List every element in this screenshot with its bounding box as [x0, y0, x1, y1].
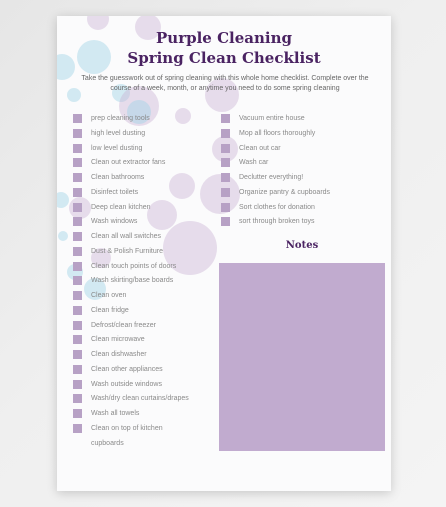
checklist-item-label: Clean out car [239, 144, 281, 152]
checklist-item-label: Wash outside windows [91, 380, 162, 388]
checkbox[interactable] [221, 188, 230, 197]
checkbox[interactable] [221, 158, 230, 167]
checkbox[interactable] [73, 350, 82, 359]
checklist-item-label: cupboards [91, 439, 124, 447]
checklist-item-label: Deep clean kitchen [91, 203, 151, 211]
checklist-item[interactable] [73, 113, 223, 128]
checklist-item[interactable] [73, 202, 223, 217]
checkbox[interactable] [73, 158, 82, 167]
checkbox[interactable] [73, 365, 82, 374]
checkbox[interactable] [221, 144, 230, 153]
checklist-item-label: Wash windows [91, 218, 138, 226]
checklist-item-label: Organize pantry & cupboards [239, 188, 331, 196]
checklist-item[interactable] [73, 143, 223, 158]
checklist-item-label: Clean other appliances [91, 365, 163, 373]
checklist-item-label: prep cleaning tools [91, 115, 150, 122]
checkbox[interactable] [73, 291, 82, 300]
checkbox[interactable] [73, 394, 82, 403]
checklist-item-label: Vacuum entire house [239, 115, 305, 122]
checklist-item-label: Disinfect toilets [91, 188, 139, 196]
checkbox[interactable] [221, 217, 230, 226]
checklist-item[interactable] [73, 128, 223, 143]
right-checklist [221, 113, 381, 231]
checkbox[interactable] [73, 409, 82, 418]
checklist-item-label: Wash car [239, 159, 269, 167]
checklist-item[interactable] [221, 128, 381, 143]
checklist-item[interactable] [73, 320, 223, 335]
checklist-item[interactable] [73, 290, 223, 305]
checklist-item-label: Declutter everything! [239, 174, 304, 181]
page-title: Purple Cleaning [156, 29, 292, 47]
checklist-item[interactable] [73, 216, 223, 231]
checklist-item-label: Wash/dry clean curtains/drapes [91, 395, 189, 403]
checklist-item-label: high level dusting [91, 129, 146, 137]
checklist-item[interactable] [73, 231, 223, 246]
checklist-item[interactable] [73, 334, 223, 349]
checklist-item-label: Clean microwave [91, 336, 145, 344]
checklist-item[interactable] [73, 275, 223, 290]
checkbox[interactable] [73, 335, 82, 344]
left-checklist [73, 113, 223, 452]
checkbox[interactable] [73, 188, 82, 197]
checklist-item[interactable] [73, 187, 223, 202]
checklist-item-label: Wash skirting/base boards [91, 277, 174, 285]
checkbox[interactable] [73, 203, 82, 212]
checklist-page [57, 16, 391, 491]
checklist-item[interactable] [221, 202, 381, 217]
checkbox[interactable] [221, 173, 230, 182]
checkbox[interactable] [73, 144, 82, 153]
checklist-item-label: Dust & Polish Furniture [91, 247, 163, 255]
checklist-item[interactable] [73, 261, 223, 276]
checkbox[interactable] [73, 262, 82, 271]
checklist-item[interactable] [73, 349, 223, 364]
checklist-item[interactable] [221, 187, 381, 202]
checklist-item[interactable] [73, 305, 223, 320]
checklist-item[interactable] [221, 113, 381, 128]
decorative-bubble [58, 231, 68, 241]
checklist-item-label: Clean bathrooms [91, 174, 145, 181]
checklist-item-label: Clean fridge [91, 306, 129, 314]
notes-title: Notes [285, 240, 319, 251]
checkbox[interactable] [221, 129, 230, 138]
checklist-item-label: Clean on top of kitchen [91, 424, 163, 432]
checklist-item-label: low level dusting [91, 144, 143, 152]
checklist-item-label: Sort clothes for donation [239, 203, 315, 211]
decorative-bubble [87, 16, 109, 30]
checklist-item-label: Wash all towels [91, 410, 140, 417]
checklist-item-label: Clean out extractor fans [91, 159, 166, 167]
intro-text: Take the guesswork out of spring cleaning with this whole home checklist. Complete over the course of a week, month, or anytime you need to do some spring cleaning [81, 75, 369, 92]
checklist-item[interactable] [73, 423, 223, 438]
decorative-bubble [57, 192, 69, 208]
checkbox[interactable] [73, 380, 82, 389]
checkbox[interactable] [73, 321, 82, 330]
checklist-item[interactable] [221, 172, 381, 187]
checkbox[interactable] [73, 276, 82, 285]
checklist-item[interactable] [221, 157, 381, 172]
notes-box[interactable] [219, 263, 385, 451]
checklist-item-label: Mop all floors thoroughly [239, 129, 316, 137]
checklist-item[interactable] [73, 393, 223, 408]
checklist-item[interactable] [73, 157, 223, 172]
checklist-item[interactable] [73, 364, 223, 379]
checkbox[interactable] [73, 232, 82, 241]
checklist-item[interactable] [73, 246, 223, 261]
checkbox[interactable] [73, 173, 82, 182]
checkbox[interactable] [73, 217, 82, 226]
checkbox[interactable] [221, 203, 230, 212]
checklist-item[interactable] [73, 438, 223, 453]
checklist-item-label: Clean dishwasher [91, 351, 147, 358]
checkbox[interactable] [73, 129, 82, 138]
checklist-item-label: Defrost/clean freezer [91, 321, 156, 329]
page-subtitle-title: Spring Clean Checklist [127, 49, 321, 67]
checkbox[interactable] [221, 114, 230, 123]
checklist-item-label: Clean oven [91, 292, 127, 299]
checklist-item-label: sort through broken toys [239, 218, 315, 226]
checklist-item[interactable] [221, 143, 381, 158]
checkbox[interactable] [73, 114, 82, 123]
checklist-item[interactable] [221, 216, 381, 231]
checklist-item[interactable] [73, 379, 223, 394]
checkbox[interactable] [73, 247, 82, 256]
checklist-item[interactable] [73, 408, 223, 423]
checkbox[interactable] [73, 306, 82, 315]
checklist-item-label: Clean all wall switches [91, 233, 162, 240]
checklist-item[interactable] [73, 172, 223, 187]
checkbox[interactable] [73, 424, 82, 433]
checklist-item-label: Clean touch points of doors [91, 262, 177, 270]
